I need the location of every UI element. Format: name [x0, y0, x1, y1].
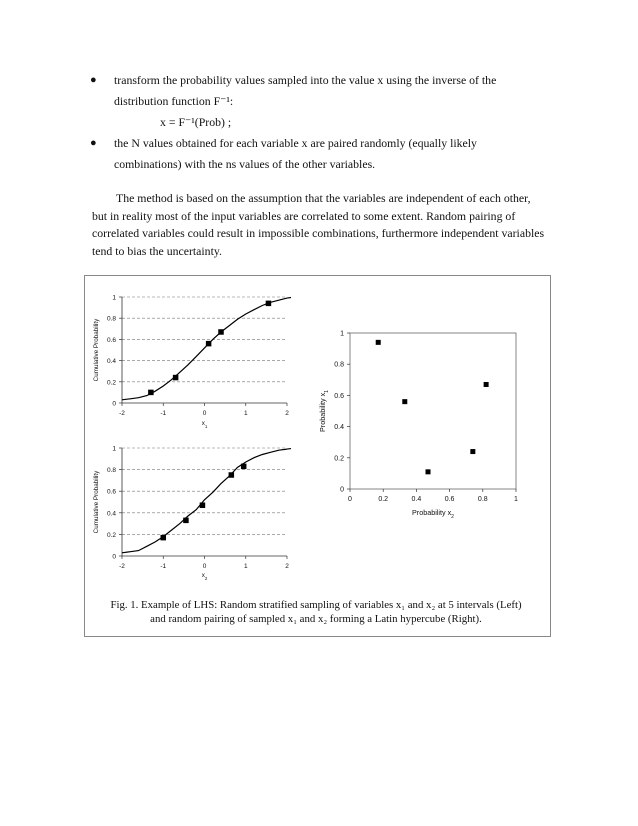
- y-tick-label: 0.2: [106, 531, 116, 539]
- x-tick-label: 0.2: [378, 496, 389, 503]
- y-tick-label: 0.6: [334, 392, 344, 400]
- sample-point: [229, 472, 235, 478]
- bullet-text: combinations) with the ns values of the other variables.: [114, 157, 376, 171]
- formula: x = F⁻¹(Prob) ;: [160, 115, 232, 129]
- y-tick-label: 0.6: [106, 488, 116, 496]
- y-tick-label: 1: [340, 330, 344, 338]
- x-tick-label: 2: [285, 410, 289, 417]
- y-tick-label: 0.2: [334, 455, 344, 463]
- sample-point: [484, 382, 489, 387]
- sample-point: [218, 329, 224, 335]
- caption-line: Fig. 1. Example of LHS: Random stratified sampling of variables x₁ and x₂ at 5 intervals (Left): [110, 599, 522, 611]
- bullet-dot-icon: ●: [90, 137, 97, 149]
- plot-frame: [350, 333, 516, 489]
- y-tick-label: 0.8: [106, 467, 116, 475]
- bullet-text: the N values obtained for each variable x are paired randomly (equally likely: [114, 136, 477, 150]
- bullet-text: distribution function F⁻¹:: [114, 94, 234, 108]
- x-tick-label: 0: [202, 410, 207, 417]
- x-tick-label: 1: [514, 496, 518, 503]
- x-tick-label: 0.6: [444, 496, 455, 503]
- sample-point: [206, 341, 212, 347]
- x-tick-label: -1: [160, 563, 167, 570]
- sample-point: [376, 340, 381, 345]
- y-axis-label: Cumulative Probability: [93, 318, 100, 382]
- y-axis-label: Cumulative Probability: [93, 470, 100, 534]
- sample-point: [470, 449, 475, 454]
- x-tick-label: -2: [119, 563, 125, 570]
- y-axis-label: Probability $x_1$: [318, 390, 330, 432]
- x-axis-label: $x_1$: [201, 420, 208, 429]
- chart-2: [93, 446, 291, 581]
- cdf-curve: [122, 298, 287, 400]
- x-tick-label: 0.4: [411, 496, 422, 503]
- y-tick-label: 0: [340, 486, 344, 494]
- x-tick-label: 0.8: [477, 496, 488, 503]
- sample-point: [161, 535, 167, 541]
- cdf-curve-tail: [287, 298, 291, 299]
- y-tick-label: 1: [112, 445, 116, 453]
- x-tick-label: -1: [160, 410, 167, 417]
- caption-line: and random pairing of sampled x₁ and x₂ forming a Latin hypercube (Right).: [150, 613, 482, 625]
- x-axis-label: $x_2$: [201, 572, 208, 581]
- y-tick-label: 0.4: [106, 358, 116, 366]
- x-tick-label: -2: [119, 410, 125, 417]
- chart-3: [318, 331, 518, 521]
- y-tick-label: 0.4: [334, 424, 344, 432]
- y-tick-label: 0.8: [334, 361, 344, 369]
- sample-point: [266, 301, 272, 307]
- sample-point: [426, 469, 431, 474]
- body-paragraph: The method is based on the assumption that the variables are independent of each other, but in reality most of the input variables are correlated to some extent. Random pairing of correlated variables could result in impossible combinations, furthermore independent variables tend to bias the uncertainty.: [92, 191, 545, 258]
- sample-point: [173, 375, 179, 381]
- x-tick-label: 0: [348, 496, 352, 503]
- chart-1: [93, 295, 291, 429]
- x-tick-label: 1: [243, 410, 248, 417]
- x-axis-label: Probability $x_2$: [412, 508, 454, 520]
- axis-label-subscript: 1: [324, 390, 330, 393]
- y-tick-label: 0.2: [106, 379, 116, 387]
- cdf-curve: [122, 449, 287, 553]
- axis-label-subscript: 1: [204, 423, 208, 429]
- cdf-curve-tail: [287, 449, 291, 450]
- y-tick-label: 1: [112, 294, 116, 302]
- y-tick-label: 0.8: [106, 315, 116, 323]
- x-tick-label: 1: [243, 563, 248, 570]
- bullet-dot-icon: ●: [90, 74, 97, 86]
- sample-point: [148, 390, 154, 396]
- y-tick-label: 0.6: [106, 336, 116, 344]
- y-tick-label: 0: [112, 400, 116, 408]
- sample-point: [402, 399, 407, 404]
- x-tick-label: 2: [285, 563, 289, 570]
- y-tick-label: 0.4: [106, 510, 116, 518]
- figure-caption: [96, 598, 536, 626]
- sample-point: [200, 502, 206, 508]
- axis-label-subscript: 2: [204, 575, 208, 581]
- bullet-text: transform the probability values sampled into the value x using the inverse of the: [114, 73, 497, 87]
- x-tick-label: 0: [202, 563, 207, 570]
- axis-label-subscript: 2: [451, 514, 454, 520]
- sample-point: [241, 464, 247, 470]
- sample-point: [183, 518, 189, 524]
- y-tick-label: 0: [112, 553, 116, 561]
